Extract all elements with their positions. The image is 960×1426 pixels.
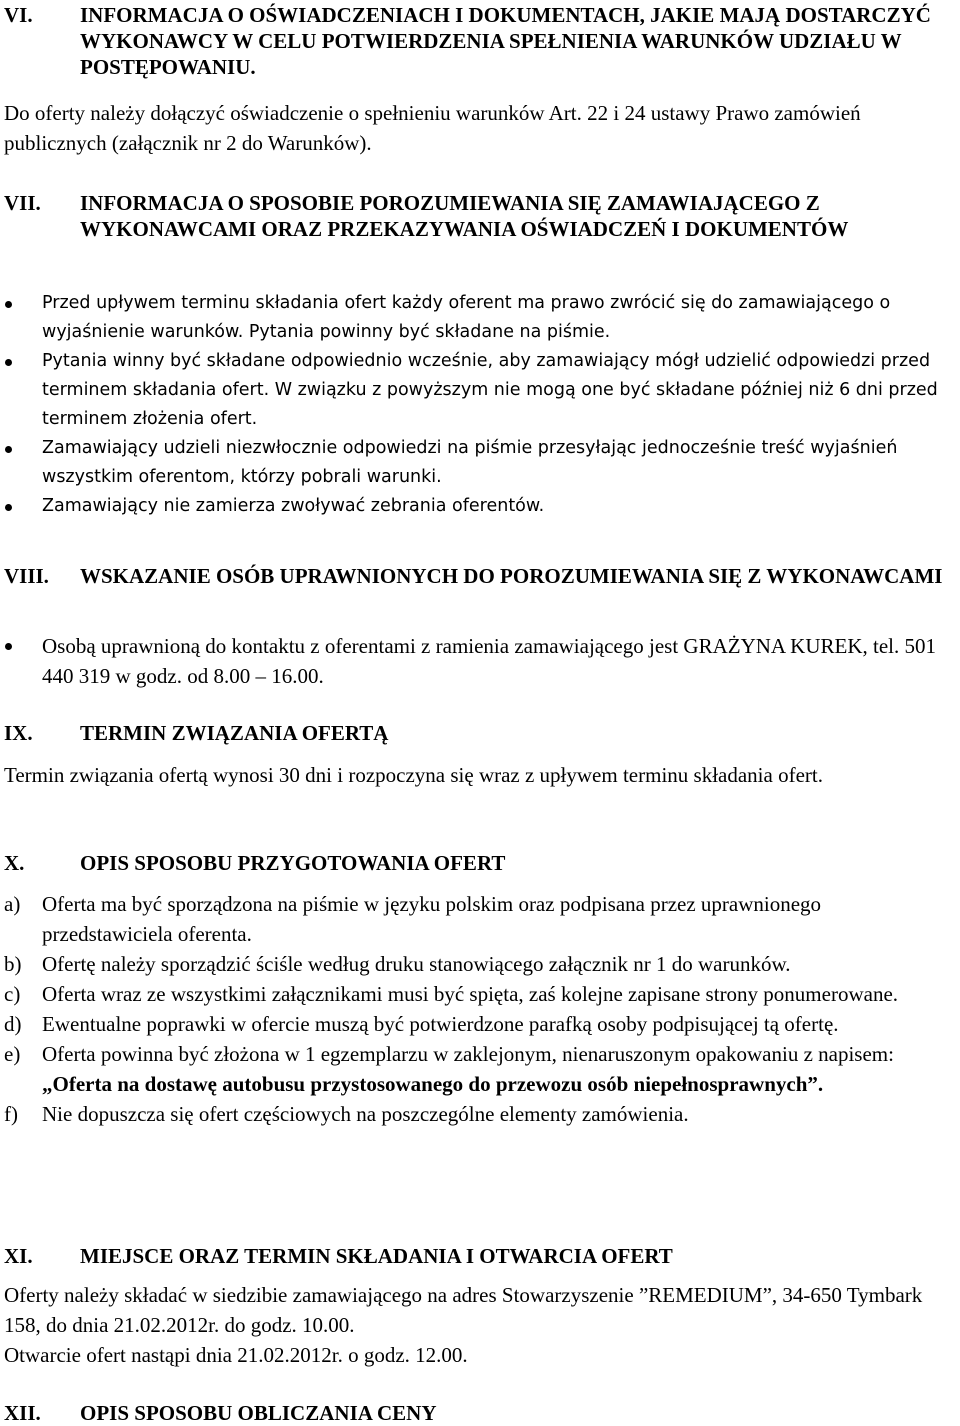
- section-number: X.: [4, 851, 25, 875]
- section-number: XI.: [4, 1244, 33, 1268]
- list-item-a: a) Oferta ma być sporządzona na piśmie w języku polskim oraz podpisana przez uprawnionego przedstawiciela oferenta.: [4, 892, 822, 946]
- list-item: Zamawiający nie zamierza zwoływać zebrania oferentów.: [4, 492, 956, 521]
- list-item-f: f) Nie dopuszcza się ofert częściowych na poszczególne elementy zamówienia.: [4, 1102, 689, 1126]
- section-title: WSKAZANIE OSÓB UPRAWNIONYCH DO POROZUMIEWANIA SIĘ Z WYKONAWCAMI: [80, 564, 943, 588]
- section-title: OPIS SPOSOBU PRZYGOTOWANIA OFERT: [80, 851, 506, 875]
- section-10-list: [4, 889, 956, 1129]
- section-9-text: Termin związania ofertą wynosi 30 dni i rozpoczyna się wraz z upływem terminu składania ofert.: [4, 763, 823, 787]
- list-item-e: e) Oferta powinna być złożona w 1 egzemplarzu w zaklejonym, nienaruszonym opakowaniu z napisem: „Oferta na dostawę autobusu przystosowanego do przewozu osób niepełnosprawnych”.: [4, 1042, 894, 1096]
- section-11-opening: Otwarcie ofert nastąpi dnia 21.02.2012r. o godz. 12.00.: [4, 1343, 468, 1367]
- section-11-text: Oferty należy składać w siedzibie zamawiającego na adres Stowarzyszenie ”REMEDIUM”, 34-650 Tymbark 158, do dnia 21.02.2012r. do godz. 10.00.: [4, 1283, 923, 1337]
- section-8-heading: [4, 563, 956, 589]
- section-title: OPIS SPOSOBU OBLICZANIA CENY: [80, 1401, 437, 1425]
- list-item-d: d) Ewentualne poprawki w ofercie muszą być potwierdzone parafką osoby podpisującej tą ofertę.: [4, 1012, 839, 1036]
- section-title: INFORMACJA O SPOSOBIE POROZUMIEWANIA SIĘ ZAMAWIAJĄCEGO Z WYKONAWCAMI ORAZ PRZEKAZYWANIA OŚWIADCZEŃ I DOKUMENTÓW: [80, 191, 849, 241]
- section-6-text: Do oferty należy dołączyć oświadczenie o spełnieniu warunków Art. 22 i 24 ustawy Prawo zamówień publicznych (załącznik nr 2 do Warunków).: [4, 101, 861, 155]
- section-9-heading: [4, 720, 956, 746]
- section-title: TERMIN ZWIĄZANIA OFERTĄ: [80, 721, 389, 745]
- section-7-bullets: [4, 289, 956, 521]
- section-7-heading: [4, 190, 956, 242]
- list-item: Zamawiający udzieli niezwłocznie odpowiedzi na piśmie przesyłając jednocześnie treść wyjaśnień wszystkim oferentom, którzy pobrali warunki.: [4, 434, 956, 492]
- section-number: IX.: [4, 721, 33, 745]
- offer-label-text: „Oferta na dostawę autobusu przystosowanego do przewozu osób niepełnosprawnych”.: [42, 1072, 824, 1096]
- section-number: VIII.: [4, 564, 49, 588]
- list-item: Przed upływem terminu składania ofert każdy oferent ma prawo zwrócić się do zamawiającego o wyjaśnienie warunków. Pytania powinny być składane na piśmie.: [4, 289, 956, 347]
- section-number: VII.: [4, 191, 41, 215]
- list-item: Pytania winny być składane odpowiednio wcześnie, aby zamawiający mógł udzielić odpowiedzi przed terminem składania ofert. W związku z powyższym nie mogą one być składane później niż 6 dni przed terminem złożenia ofert.: [4, 347, 956, 434]
- list-item-c: c) Oferta wraz ze wszystkimi załącznikami musi być spięta, zaś kolejne zapisane strony ponumerowane.: [4, 982, 899, 1006]
- section-title: MIEJSCE ORAZ TERMIN SKŁADANIA I OTWARCIA OFERT: [80, 1244, 673, 1268]
- section-10-heading: [4, 850, 956, 876]
- section-6-heading: [4, 2, 956, 80]
- section-11-heading: [4, 1243, 956, 1269]
- section-number: VI.: [4, 3, 33, 27]
- list-item-b: b) Ofertę należy sporządzić ściśle według druku stanowiącego załącznik nr 1 do warunków.: [4, 952, 791, 976]
- section-title: INFORMACJA O OŚWIADCZENIACH I DOKUMENTACH, JAKIE MAJĄ DOSTARCZYĆ WYKONAWCY W CELU POTWIERDZENIA SPEŁNIENIA WARUNKÓW UDZIAŁU W POSTĘPOWANIU.: [80, 3, 931, 79]
- list-item: Osobą uprawnioną do kontaktu z oferentami z ramienia zamawiającego jest GRAŻYNA KUREK, tel. 501 440 319 w godz. od 8.00 – 16.00.: [4, 631, 956, 691]
- section-number: XII.: [4, 1401, 41, 1425]
- section-12-heading: [4, 1400, 956, 1426]
